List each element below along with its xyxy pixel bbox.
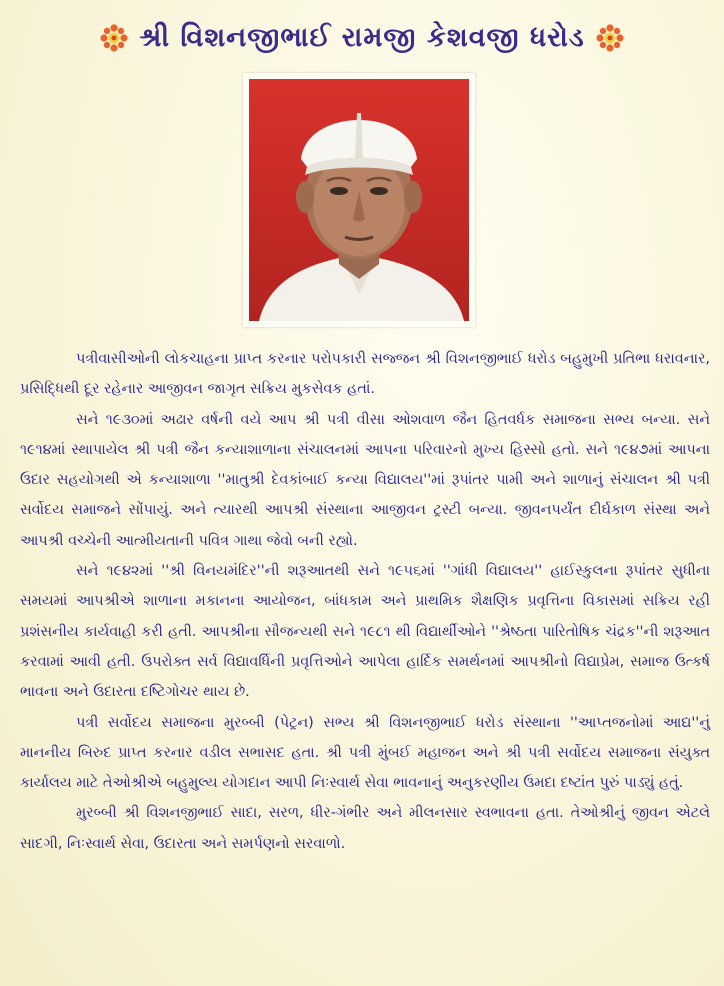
flower-icon (595, 23, 625, 53)
page-title: શ્રી વિશનજીભાઈ રામજી કેશવજી ધરોડ (139, 22, 585, 53)
biography-text (20, 344, 710, 859)
paragraph: સને ૧૯૪૨માં ''શ્રી વિનયમંદિર''ની શરૂઆતથી સને ૧૯૫૬માં ''ગાંધી વિદ્યાલય'' હાઈસ્કુલના રૂપાંતર સુધીના સમયમાં આપશ્રીએ શાળાના મકાનના આયોજન, બાંધકામ અને પ્રાથમિક શૈક્ષણિક પ્રવૃત્તિના વિકાસમાં સક્રિય રહી પ્રશંસનીય કાર્યવાહી કરી હતી. આપશ્રીના સૌજન્યથી સને ૧૯૮૧ થી વિદ્યાર્થીઓને ''શ્રેષ્ઠતા પારિતોષિક ચંદ્રક''ની શરૂઆત કરવામાં આવી હતી. ઉપરોક્ત સર્વ વિદ્યાવર્ધિની પ્રવૃત્તિઓને આપેલા હાર્દિક સમર્થનમાં આપશ્રીનો વિદ્યાપ્રેમ, સમાજ ઉત્કર્ષ ભાવના અને ઉદારતા દષ્ટિગોચર થાય છે. (20, 563, 710, 701)
title-row (0, 14, 724, 62)
paragraph: સને ૧૯૩૦માં અઢાર વર્ષની વયે આપ શ્રી પત્રી વીસા ઓશવાળ જૈન હિતવર્ધક સમાજના સભ્ય બન્યા. સને ૧૯૧૪માં સ્થાપાયેલ શ્રી પત્રી જૈન કન્યાશાળાના સંચાલનમાં આપના પરિવારનો મુખ્ય હિસ્સો હતો. સને ૧૯૪૭માં આપના ઉદાર સહયોગથી એ કન્યાશાળા ''માતુશ્રી દેવકાંબાઈ કન્યા વિદ્યાલય''માં રૂપાંતર પામી અને શાળાનું સંચાલન શ્રી પત્રી સર્વોદય સમાજને સોંપાયું. અને ત્યારથી આપશ્રી સંસ્થાના આજીવન ટ્રસ્ટી બન્યા. જીવનપર્યંત દીર્ઘકાળ સંસ્થા અને આપશ્રી વચ્ચેની આત્મીયતાની પવિત્ર ગાથા જેવો બની રહ્યો. (20, 411, 710, 549)
paragraph: પત્રીવાસીઓની લોકચાહના પ્રાપ્ત કરનાર પરોપકારી સજ્જન શ્રી વિશનજીભાઈ ધરોડ બહુમુખી પ્રતિભા ધરાવનાર, પ્રસિદ્ધિથી દૂર રહેનાર આજીવન જાગૃત સક્રિય મુકસેવક હતાં. (20, 351, 710, 398)
paragraph: પત્રી સર્વોદય સમાજના મુરબ્બી (પેટ્રન) સભ્ય શ્રી વિશનજીભાઈ ધરોડ સંસ્થાના ''આપ્તજનોમાં આદ્ય''નું માનનીય બિરુદ પ્રાપ્ત કરનાર વડીલ સભાસદ હતા. શ્રી પત્રી મુંબઈ મહાજન અને શ્રી પત્રી સર્વોદય સમાજના સંયુક્ત કાર્યાલય માટે તેઓશ્રીએ બહુમુલ્ય યોગદાન આપી નિઃસ્વાર્થ સેવા ભાવનાનું અનુકરણીય ઉમદા દષ્ટાંત પુરું પાડ્યું હતું. (20, 714, 710, 792)
portrait-photo (249, 79, 469, 321)
portrait-frame (243, 73, 475, 327)
paragraph: મુરબ્બી શ્રી વિશનજીભાઈ સાદા, સરળ, ધીર-ગંભીર અને મીલનસાર સ્વભાવના હતા. તેઓશ્રીનું જીવન એટલે સાદગી, નિઃસ્વાર્થ સેવા, ઉદારતા અને સમર્પણનો સરવાળો. (20, 805, 710, 852)
flower-icon (99, 23, 129, 53)
